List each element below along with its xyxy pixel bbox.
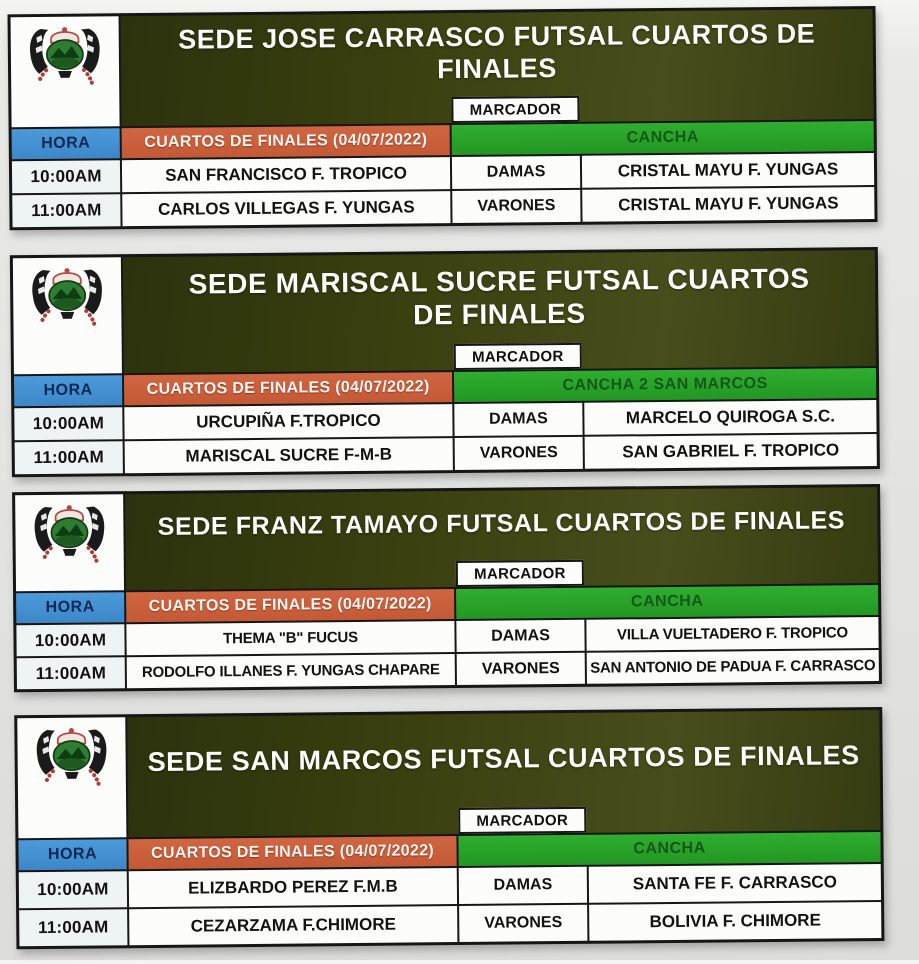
hora-header: HORA [12, 128, 120, 159]
cancha-header: CANCHA 2 SAN MARCOS [454, 368, 876, 402]
hora-header: HORA [14, 375, 122, 406]
schedule-table-mariscal-sucre [10, 247, 880, 477]
logo-cell [11, 16, 120, 127]
team-cell: RODOLFO ILLANES F. YUNGAS CHAPARE [127, 654, 455, 688]
marcador-label: MARCADOR [454, 343, 582, 370]
category-cell: DAMAS [456, 620, 584, 652]
venue-cell: CRISTAL MAYU F. YUNGAS [582, 153, 874, 188]
logo-cell [17, 717, 126, 838]
table-title [127, 710, 880, 809]
table-title [121, 9, 874, 98]
table-title-text: SEDE SAN MARCOS FUTSAL CUARTOS DE FINALES [147, 740, 860, 778]
schedule-table-san-marcos [14, 707, 884, 949]
venue-cell: SAN GABRIEL F. TROPICO [585, 434, 877, 469]
time-cell: 10:00AM [12, 160, 120, 193]
venue-cell: VILLA VUELTADERO F. TROPICO [586, 617, 878, 651]
table-title [123, 250, 876, 345]
venue-cell: SAN ANTONIO DE PADUA F. CARRASCO [587, 650, 879, 684]
coat-of-arms-icon [26, 501, 113, 574]
time-cell: 11:00AM [15, 441, 123, 474]
table-title-text: SEDE MARISCAL SUCRE FUTSAL CUARTOS DE FINALES [188, 262, 810, 331]
team-cell: SAN FRANCISCO F. TROPICO [122, 157, 450, 192]
category-cell: VARONES [459, 905, 587, 942]
venue-cell: CRISTAL MAYU F. YUNGAS [582, 187, 874, 222]
table-title-text: SEDE JOSE CARRASCO FUTSAL CUARTOS DE FINALES [178, 18, 816, 85]
category-cell: VARONES [455, 437, 583, 470]
team-cell: CARLOS VILLEGAS F. YUNGAS [122, 191, 450, 226]
schedule-table-jose-carrasco [8, 6, 878, 230]
round-date-header: CUARTOS DE FINALES (04/07/2022) [128, 836, 456, 869]
hora-header: HORA [18, 839, 126, 870]
team-cell: URCUPIÑA F.TROPICO [124, 404, 452, 439]
coat-of-arms-icon [24, 264, 111, 337]
time-cell: 11:00AM [17, 657, 125, 689]
category-cell: VARONES [452, 190, 580, 223]
hora-header: HORA [16, 592, 124, 623]
time-cell: 11:00AM [12, 194, 120, 227]
venue-cell: BOLIVIA F. CHIMORE [589, 902, 881, 941]
cancha-header: CANCHA [452, 121, 874, 155]
logo-cell [13, 257, 122, 374]
category-cell: DAMAS [452, 156, 580, 189]
team-cell: MARISCAL SUCRE F-M-B [125, 438, 453, 473]
marcador-label: MARCADOR [451, 96, 579, 123]
time-cell: 11:00AM [19, 909, 127, 946]
coat-of-arms-icon [22, 23, 109, 96]
time-cell: 10:00AM [19, 871, 127, 908]
team-cell: THEMA "B" FUCUS [126, 621, 454, 655]
cancha-header: CANCHA [456, 585, 878, 619]
round-date-header: CUARTOS DE FINALES (04/07/2022) [124, 372, 452, 405]
venue-cell: MARCELO QUIROGA S.C. [584, 400, 876, 435]
marcador-label: MARCADOR [456, 560, 584, 587]
team-cell: CEZARZAMA F.CHIMORE [129, 906, 457, 945]
team-cell: ELIZBARDO PEREZ F.M.B [129, 868, 457, 907]
schedule-table-franz-tamayo [12, 484, 882, 692]
round-date-header: CUARTOS DE FINALES (04/07/2022) [122, 125, 450, 158]
time-cell: 10:00AM [14, 407, 122, 440]
category-cell: VARONES [457, 653, 585, 685]
table-title [125, 487, 878, 562]
marcador-label: MARCADOR [458, 807, 586, 834]
venue-cell: SANTA FE F. CARRASCO [589, 864, 881, 903]
table-title-text: SEDE FRANZ TAMAYO FUTSAL CUARTOS DE FINALES [157, 506, 846, 542]
cancha-header: CANCHA [458, 832, 880, 866]
coat-of-arms-icon [28, 724, 115, 797]
round-date-header: CUARTOS DE FINALES (04/07/2022) [126, 589, 454, 622]
category-cell: DAMAS [454, 403, 582, 436]
logo-cell [15, 494, 124, 591]
category-cell: DAMAS [459, 867, 587, 904]
time-cell: 10:00AM [16, 624, 124, 656]
